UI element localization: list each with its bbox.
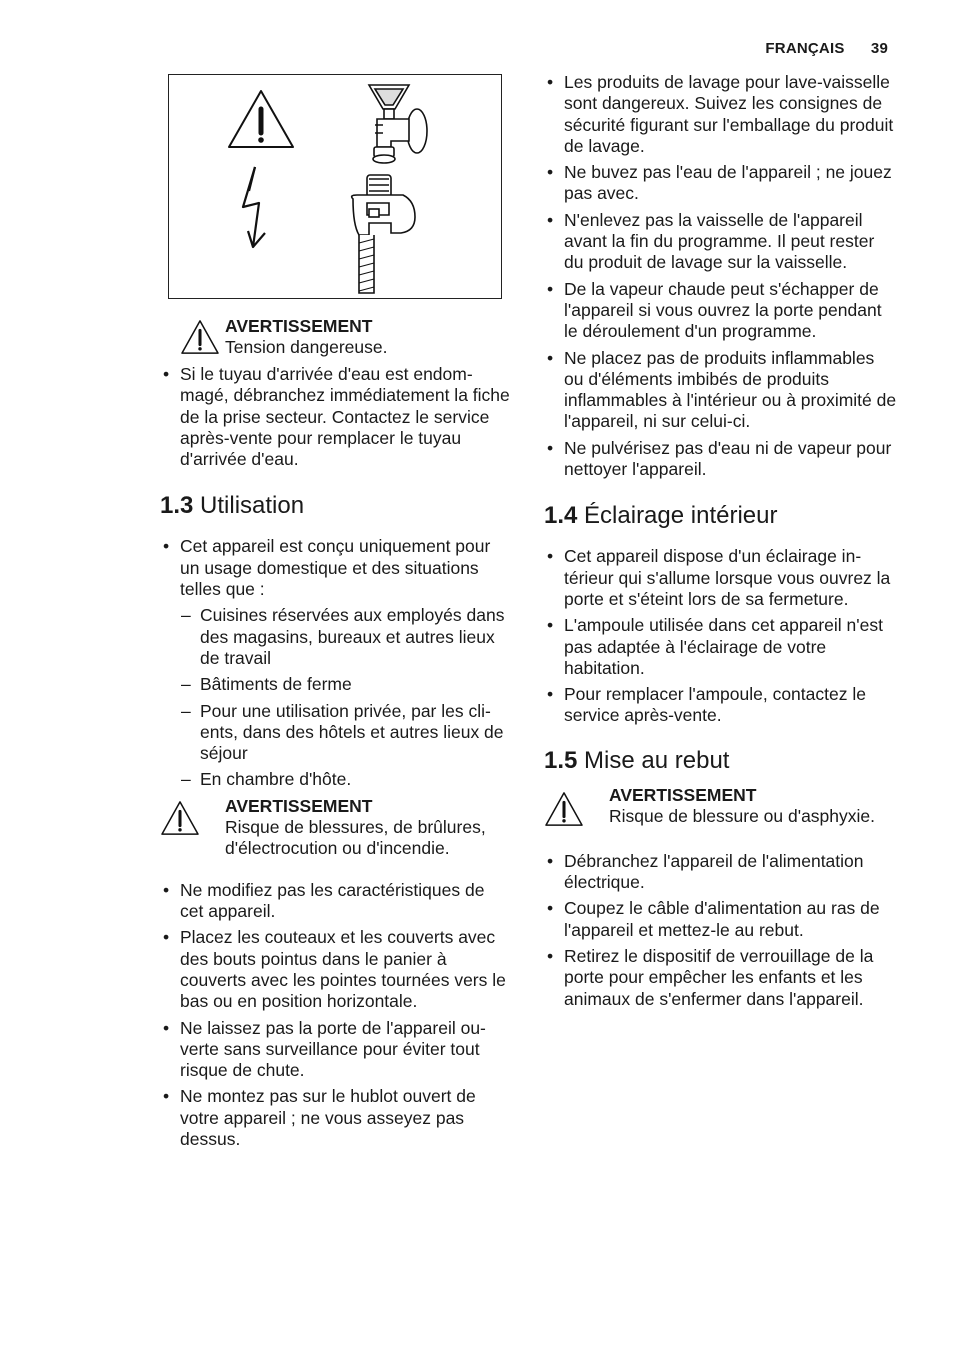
page-header xyxy=(765,38,888,59)
hose-bullets xyxy=(160,364,512,470)
warning-injury xyxy=(160,796,512,876)
list-item: • Ne modifiez pas les caractéristiques de cet appareil. xyxy=(160,880,512,923)
section-number: 1.3 xyxy=(160,492,194,520)
warning-asphyxia xyxy=(544,785,898,845)
list-item: • Coupez le câble d'alimentation au ras de l'appareil et mettez-le au rebut. xyxy=(544,898,898,941)
illustration-svg xyxy=(169,75,500,297)
warning-title: AVERTISSEMENT xyxy=(225,795,373,816)
sub-list-item: – Pour une utilisation privée, par les clients, dans des hôtels et autres lieux de séjour xyxy=(180,701,512,765)
list-item: • N'enlevez pas la vaisselle de l'appareil avant la fin du programme. Il peut rester du produit de lavage sur la vaisselle. xyxy=(544,210,898,274)
hose-connector-icon xyxy=(352,175,415,293)
section-title: Mise au rebut xyxy=(584,746,730,774)
section-title: Éclairage intérieur xyxy=(584,502,778,530)
list-item: • Ne placez pas de produits inflammables ou d'éléments imbibés de produits inflammables à l'intérieur ou à proximité de l'appareil, ni sur celui-ci. xyxy=(544,348,898,433)
section-number: 1.5 xyxy=(544,746,578,774)
list-item: • Si le tuyau d'arrivée d'eau est endommagé, débranchez immédiatement la fiche de la prise secteur. Contactez le service après-vente pour remplacer le tuyau d'arrivée d'eau. xyxy=(160,364,512,470)
right-column xyxy=(544,72,898,1015)
list-item: • Cet appareil dispose d'un éclairage intérieur qui s'allume lorsque vous ouvrez la porte et s'éteint lors de sa fermeture. xyxy=(544,546,898,610)
lightning-bolt-icon xyxy=(243,167,265,247)
warning-text: Tension dangereuse. xyxy=(225,337,388,358)
list-item: • Ne buvez pas l'eau de l'appareil ; ne jouez pas avec. xyxy=(544,162,898,205)
language-label: FRANÇAIS xyxy=(765,40,845,57)
list-item: • Placez les couteaux et les couverts avec des bouts pointus dans le panier à couverts avec les pointes tournées vers le bas ou en position horizontale. xyxy=(160,927,512,1012)
list-item: • Pour remplacer l'ampoule, contactez le service après-vente. xyxy=(544,684,898,727)
warning-title: AVERTISSEMENT xyxy=(609,784,757,805)
warning-voltage xyxy=(160,316,512,360)
warning-icon xyxy=(160,800,200,836)
list-item: • Débranchez l'appareil de l'alimentation électrique. xyxy=(544,851,898,894)
warning-triangle-icon xyxy=(229,91,293,147)
page-number: 39 xyxy=(870,40,888,57)
disposal-bullets xyxy=(544,851,898,1010)
warning-icon xyxy=(544,791,584,827)
usage-bullets xyxy=(160,536,512,790)
section-heading-1-4 xyxy=(544,502,898,530)
list-item-text: Cet appareil est conçu uniquement pour un usage domestique et des situations telles que : xyxy=(180,536,491,600)
list-item xyxy=(160,536,512,790)
list-item: • Ne pulvérisez pas d'eau ni de vapeur pour nettoyer l'appareil. xyxy=(544,438,898,481)
detergent-bullets xyxy=(544,72,898,480)
water-tap-icon xyxy=(369,85,427,163)
sub-list-item: – Cuisines réservées aux employés dans des magasins, bureaux et autres lieux de travail xyxy=(180,605,512,669)
section-heading-1-3 xyxy=(160,492,512,520)
section-heading-1-5 xyxy=(544,747,898,775)
list-item: • L'ampoule utilisée dans cet appareil n'est pas adaptée à l'éclairage de votre habitation. xyxy=(544,615,898,679)
list-item: • Ne montez pas sur le hublot ouvert de votre appareil ; ne vous asseyez pas dessus. xyxy=(160,1086,512,1150)
section-title: Utilisation xyxy=(200,492,305,520)
hose-danger-illustration xyxy=(168,74,502,299)
sub-list-item: – En chambre d'hôte. xyxy=(180,769,512,790)
list-item: • Ne laissez pas la porte de l'appareil ouverte sans surveillance pour éviter tout risque de chute. xyxy=(160,1018,512,1082)
list-item: • Retirez le dispositif de verrouillage de la porte pour empêcher les enfants et les animaux de s'enfermer dans l'appareil. xyxy=(544,946,898,1010)
list-item: • De la vapeur chaude peut s'échapper de l'appareil si vous ouvrez la porte pendant le déroulement d'un programme. xyxy=(544,279,898,343)
warning-text: Risque de blessure ou d'asphyxie. xyxy=(609,806,876,827)
lighting-bullets xyxy=(544,546,898,726)
list-item: • Les produits de lavage pour lave-vaisselle sont dangereux. Suivez les consignes de sécurité figurant sur l'emballage du produit de lavage. xyxy=(544,72,898,157)
section-number: 1.4 xyxy=(544,502,578,530)
warning-text: Risque de blessures, de brûlures, d'électrocution ou d'incendie. xyxy=(225,817,486,859)
sub-list-item: – Bâtiments de ferme xyxy=(180,674,512,695)
warning-icon xyxy=(180,319,220,355)
warning-title: AVERTISSEMENT xyxy=(225,316,373,336)
safety-bullets xyxy=(160,880,512,1151)
usage-sublist xyxy=(180,605,512,790)
left-column xyxy=(160,316,512,1155)
